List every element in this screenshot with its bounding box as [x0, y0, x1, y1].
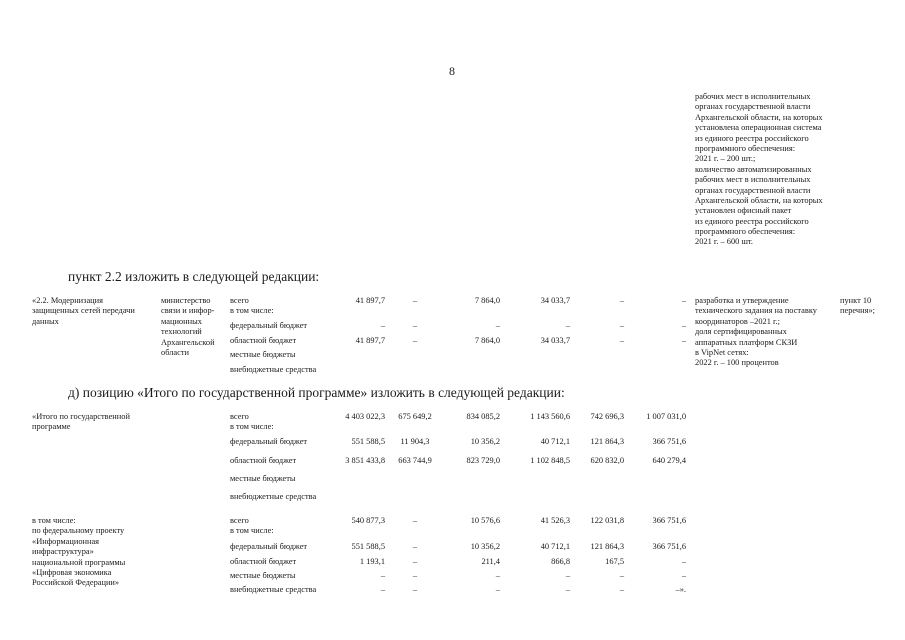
cell-c6: 640 279,4 [652, 456, 686, 465]
row-label: местные бюджеты [230, 474, 296, 483]
row-label: областной бюджет [230, 336, 297, 345]
cell-c5: – [619, 296, 624, 305]
cell-c4: 34 033,7 [540, 296, 570, 305]
cell-c6: – [681, 336, 686, 345]
cell-c1: 551 588,5 [351, 542, 385, 551]
cell-c4: 1 102 848,5 [530, 456, 570, 465]
row-label: областной бюджет [230, 456, 297, 465]
cell-c2: 11 904,3 [400, 437, 430, 446]
row-label: местные бюджеты [230, 571, 296, 580]
cell-c4: 34 033,7 [540, 336, 570, 345]
section-22-executor [161, 296, 215, 358]
row-label: внебюджетные средства [230, 492, 317, 501]
executor-line: связи и инфор- [161, 306, 215, 316]
cell-c5: – [619, 571, 624, 580]
cell-c1: 3 851 433,8 [345, 456, 385, 465]
cell-c4: 1 143 560,6 [530, 412, 570, 421]
name-line: национальной программы [32, 557, 126, 567]
cell-c1: 1 193,1 [359, 557, 385, 566]
cell-c6: – [681, 571, 686, 580]
cell-c5: 122 031,8 [590, 516, 624, 525]
text-line: количество автоматизированных [695, 164, 812, 174]
name-line: данных [32, 316, 59, 326]
executor-line: Архангельской [161, 337, 215, 347]
text-line: из единого реестра российского [695, 133, 809, 143]
text-line: программного обеспечения: [695, 143, 796, 153]
section-22-result [695, 296, 817, 369]
cell-c2: 675 649,2 [398, 412, 432, 421]
result-line: координаторов –2021 г.; [695, 316, 780, 326]
row-label: всего [230, 296, 249, 305]
cell-c6: 1 007 031,0 [646, 412, 686, 421]
total-name [32, 412, 130, 433]
name-line: программе [32, 422, 71, 432]
row-label: внебюджетные средства [230, 585, 317, 594]
cell-c2: – [412, 336, 418, 345]
row-label: федеральный бюджет [230, 437, 308, 446]
cell-c2: – [412, 557, 418, 566]
cell-c4: 40 712,1 [540, 542, 570, 551]
name-line: по федеральному проекту [32, 526, 125, 536]
cell-c3: 7 864,0 [474, 296, 500, 305]
text-line: 2021 г. – 200 шт.; [695, 154, 756, 164]
cell-c1: 4 403 022,3 [345, 412, 385, 421]
cell-c6: 366 751,6 [652, 437, 686, 446]
executor-line: министерство [161, 296, 211, 305]
section-22-name [32, 296, 135, 327]
name-line: «2.2. Модернизация [32, 296, 103, 305]
row-label: в том числе: [230, 422, 274, 431]
cell-c5: 121 864,3 [590, 437, 624, 446]
text-line: Архангельской области, на которых [695, 195, 823, 205]
cell-c4: – [565, 321, 570, 330]
cell-c2: 663 744,9 [398, 456, 432, 465]
result-line: в VipNet сетях: [695, 347, 749, 357]
row-label: федеральный бюджет [230, 321, 308, 330]
cell-c3: 10 576,6 [470, 516, 500, 525]
cell-c3: 834 085,2 [466, 412, 500, 421]
text-line: программного обеспечения: [695, 227, 796, 237]
link-line: перечня»; [840, 306, 875, 316]
text-line: из единого реестра российского [695, 216, 809, 226]
cell-c2: – [412, 296, 418, 305]
row-label: в том числе: [230, 526, 274, 535]
text-line: рабочих мест в исполнительных [695, 92, 811, 101]
result-line: технического задания на поставку [695, 306, 817, 316]
row-label: местные бюджеты [230, 350, 296, 359]
heading-point-2-2: пункт 2.2 изложить в следующей редакции: [68, 269, 320, 284]
cell-c6: – [681, 321, 686, 330]
cell-c1: – [380, 571, 385, 580]
cell-c1: – [380, 321, 385, 330]
cell-c6: 366 751,6 [652, 516, 686, 525]
federal-project-name [32, 516, 125, 589]
name-line: «Информационная [32, 536, 100, 546]
row-label: в том числе: [230, 306, 274, 315]
cell-c5: – [619, 321, 624, 330]
cell-c3: – [495, 321, 500, 330]
cell-c4: 40 712,1 [540, 437, 570, 446]
cell-c2: – [412, 321, 418, 330]
row-label: внебюджетные средства [230, 365, 317, 374]
cell-c4: 866,8 [551, 557, 570, 566]
cell-c3: 10 356,2 [470, 437, 500, 446]
name-line: «Цифровая экономика [32, 567, 112, 577]
cell-c1: 41 897,7 [355, 336, 385, 345]
result-line: аппаратных платформ СКЗИ [695, 337, 798, 347]
name-line: в том числе: [32, 516, 76, 525]
cell-c2: – [412, 542, 418, 551]
cell-c6: –». [675, 585, 686, 594]
section-22-link [840, 296, 875, 317]
cell-c3: 823 729,0 [466, 456, 500, 465]
name-line: «Итого по государственной [32, 412, 130, 421]
cell-c1: – [380, 585, 385, 594]
executor-line: технологий [161, 327, 202, 337]
text-line: Архангельской области, на которых [695, 112, 823, 122]
cell-c6: – [681, 296, 686, 305]
cell-c3: 211,4 [481, 557, 500, 566]
cell-c5: 167,5 [605, 557, 624, 566]
name-line: Российской Федерации» [32, 578, 120, 588]
row-label: всего [230, 412, 249, 421]
text-line: рабочих мест в исполнительных [695, 175, 811, 185]
result-line: доля сертифицированных [695, 327, 787, 337]
page-number: 8 [449, 64, 455, 78]
cell-c2: – [412, 585, 418, 594]
text-line: органах государственной власти [695, 185, 811, 195]
cell-c3: 10 356,2 [470, 542, 500, 551]
cell-c1: 41 897,7 [355, 296, 385, 305]
cell-c5: 620 832,0 [590, 456, 624, 465]
top-right-text-block [695, 92, 823, 248]
name-line: защищенных сетей передачи [32, 306, 135, 316]
cell-c4: 41 526,3 [540, 516, 570, 525]
row-label: всего [230, 516, 249, 525]
cell-c6: 366 751,6 [652, 542, 686, 551]
heading-total: д) позицию «Итого по государственной программе» изложить в следующей редакции: [68, 385, 565, 400]
name-line: инфраструктура» [32, 547, 94, 557]
row-label: федеральный бюджет [230, 542, 308, 551]
row-label: областной бюджет [230, 557, 297, 566]
cell-c6: – [681, 557, 686, 566]
cell-c5: 742 696,3 [590, 412, 624, 421]
cell-c5: – [619, 585, 624, 594]
text-line: установлен офисный пакет [695, 206, 792, 216]
cell-c3: – [495, 585, 500, 594]
cell-c3: – [495, 571, 500, 580]
text-line: установлена операционная система [695, 123, 822, 133]
result-line: 2022 г. – 100 процентов [695, 358, 779, 368]
cell-c5: 121 864,3 [590, 542, 624, 551]
cell-c1: 551 588,5 [351, 437, 385, 446]
executor-line: мационных [161, 316, 202, 326]
cell-c4: – [565, 571, 570, 580]
cell-c2: – [412, 516, 418, 525]
result-line: разработка и утверждение [695, 296, 789, 305]
cell-c4: – [565, 585, 570, 594]
cell-c5: – [619, 336, 624, 345]
cell-c2: – [412, 571, 418, 580]
cell-c1: 540 877,3 [351, 516, 385, 525]
text-line: органах государственной власти [695, 102, 811, 112]
cell-c3: 7 864,0 [474, 336, 500, 345]
executor-line: области [161, 347, 189, 357]
text-line: 2021 г. – 600 шт. [695, 237, 754, 247]
link-line: пункт 10 [840, 296, 872, 305]
